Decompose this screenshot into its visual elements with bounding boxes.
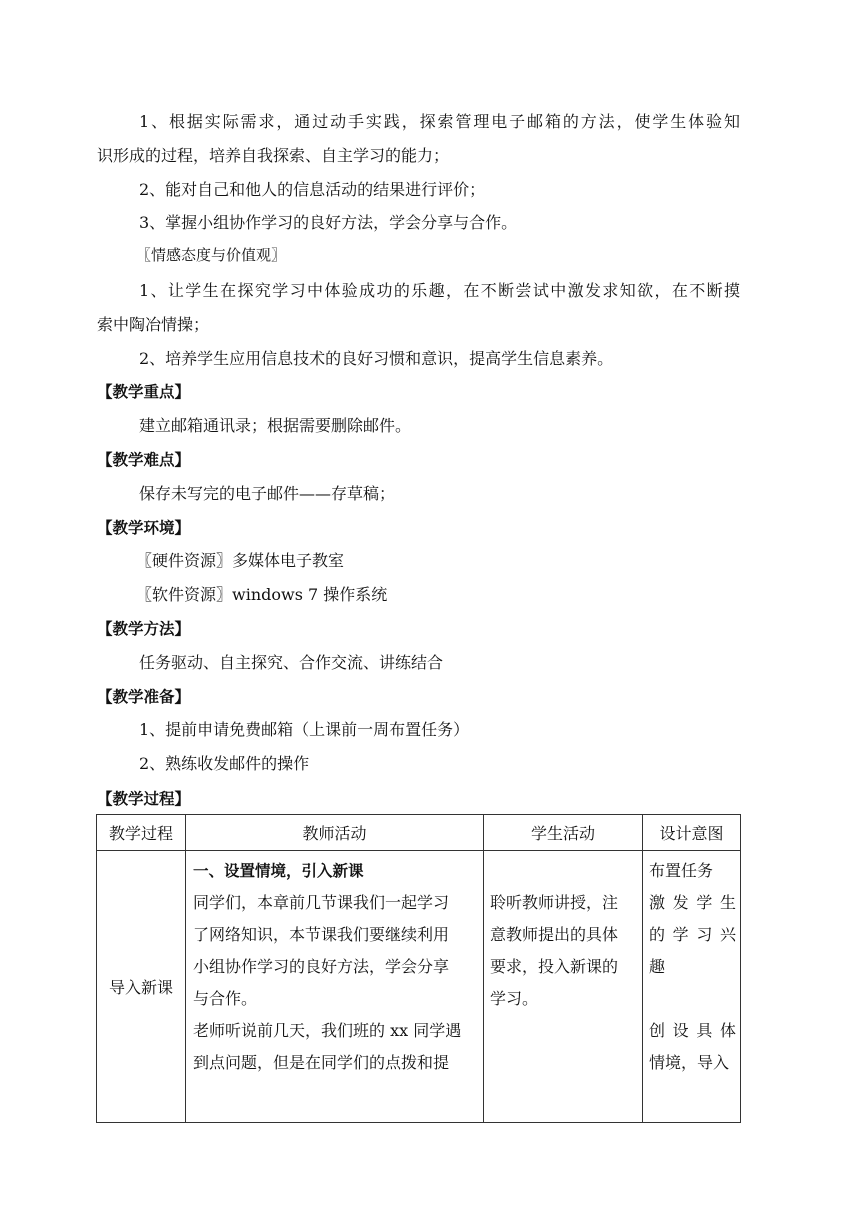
student-activity-line: 学习。 [490,989,539,1008]
teacher-activity-line: 了网络知识，本节课我们要继续利用 [193,925,450,944]
emotion-goal-1-line-2: 索中陶冶情操； [97,315,210,334]
preparation-item-1: 1、提前申请免费邮箱（上课前一周布置任务） [139,720,470,739]
student-activity-line: 聆听教师讲授，注 [490,893,619,912]
table-header-row [97,815,741,851]
ability-goal-3: 3、掌握小组协作学习的良好方法，学会分享与合作。 [139,213,518,232]
teaching-process-table [96,814,741,1123]
design-intent-cell [643,851,741,1123]
design-intent-line: 激发学生 [649,893,736,912]
emotion-goal-2: 2、培养学生应用信息技术的良好习惯和意识，提高学生信息素养。 [139,349,614,368]
teacher-activity-line: 老师听说前几天，我们班的 xx 同学遇 [193,1021,462,1040]
teacher-activity-line: 与合作。 [193,989,258,1008]
teacher-activity-cell [186,851,484,1123]
design-intent-line [649,983,736,1015]
design-intent-line: 情境，导入 [649,1053,730,1072]
design-intent-line: 创设具体 [649,1021,736,1040]
methods-heading: 【教学方法】 [97,620,191,638]
environment-software: 〖软件资源〗windows 7 操作系统 [136,585,388,604]
design-intent-line: 趣 [649,957,666,976]
ability-goal-1-line-1: 1、根据实际需求，通过动手实践，探索管理电子邮箱的方法，使学生体验知 [139,112,740,131]
emotion-goal-1-line-1: 1、让学生在探究学习中体验成功的乐趣，在不断尝试中激发求知欲，在不断摸 [139,281,740,300]
methods-text: 任务驱动、自主探究、合作交流、讲练结合 [139,653,444,672]
difficulties-text: 保存未写完的电子邮件——存草稿； [139,484,396,503]
ability-goal-2: 2、能对自己和他人的信息活动的结果进行评价； [139,180,486,199]
teacher-activity-title: 一、设置情境，引入新课 [193,862,364,880]
preparation-item-2: 2、熟练收发邮件的操作 [139,754,310,773]
difficulties-heading: 【教学难点】 [97,451,191,469]
key-points-heading: 【教学重点】 [97,383,191,401]
environment-heading: 【教学环境】 [97,519,191,537]
process-heading: 【教学过程】 [97,790,191,808]
column-header-phase: 教学过程 [97,815,186,851]
design-intent-line: 布置任务 [649,861,714,880]
column-header-intent: 设计意图 [643,815,741,851]
ability-goal-1-line-2: 识形成的过程，培养自我探索、自主学习的能力； [97,146,450,165]
column-header-teacher: 教师活动 [186,815,484,851]
table-row [97,851,741,1123]
phase-label: 导入新课 [108,978,173,997]
emotion-goals-heading: 〖情感态度与价值观〗 [136,246,287,264]
student-activity-line: 要求，投入新课的 [490,957,619,976]
environment-hardware: 〖硬件资源〗多媒体电子教室 [136,551,345,570]
teacher-activity-line: 到点问题，但是在同学们的点拨和提 [193,1053,450,1072]
phase-cell [97,851,186,1123]
preparation-heading: 【教学准备】 [97,688,191,706]
column-header-student: 学生活动 [484,815,643,851]
student-activity-line: 意教师提出的具体 [490,925,619,944]
key-points-text: 建立邮箱通讯录；根据需要删除邮件。 [139,416,412,435]
teacher-activity-line: 小组协作学习的良好方法，学会分享 [193,957,450,976]
teacher-activity-line: 同学们，本章前几节课我们一起学习 [193,893,450,912]
student-activity-cell [484,851,643,1123]
design-intent-line: 的学习兴 [649,925,736,944]
